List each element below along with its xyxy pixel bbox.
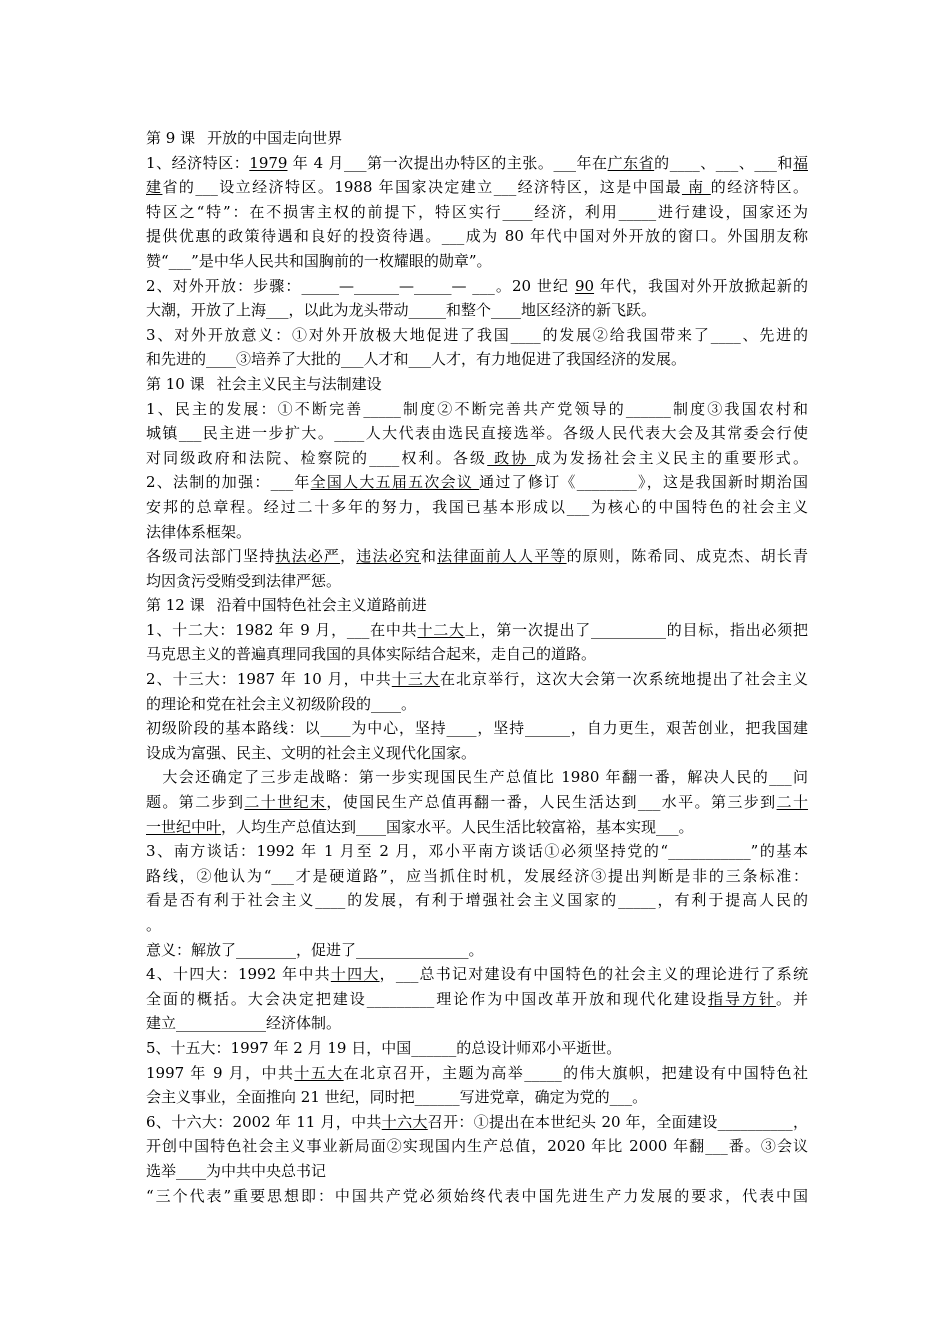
text-segment: 均因贪污受贿受到法律严惩。	[146, 571, 342, 590]
text-segment: 番。③会议	[727, 1137, 808, 1156]
text-segment: 大会还确定了三步走战略：第一步实现国民生产总值比 1980 年翻一番，解决人民的	[146, 768, 770, 787]
text-segment: ___	[715, 153, 739, 172]
text-segment: 成为 80 年代中国对外开放的窗口。外国朋友称	[464, 227, 808, 246]
text-segment: 3、对外开放意义：①对外开放极大地促进了我国	[146, 325, 511, 344]
text-segment: 1997 年 9 月，中共	[146, 1063, 295, 1082]
text-segment: 沿着中国特色社会主义道路前进	[216, 596, 427, 615]
underlined-term: 违法必究	[356, 547, 421, 566]
underlined-term: 一世纪中叶	[146, 817, 222, 836]
text-segment: 。	[468, 940, 484, 959]
text-segment: 。	[632, 1088, 648, 1107]
text-line	[146, 962, 808, 987]
text-segment: 在北京举行，这次大会第一次系统地提出了社会主义	[439, 670, 808, 689]
underlined-term: 指导方针	[708, 989, 776, 1008]
text-segment: 和先进的	[146, 350, 207, 369]
text-segment: __________	[591, 620, 666, 639]
text-segment: _____	[524, 1063, 562, 1082]
text-segment: 年代，我国对外开放掀起新的	[594, 276, 808, 295]
text-line	[146, 1085, 808, 1110]
text-segment: 开创中国特色社会主义事业新局面②实现国内生产总值，2020 年比 2000 年翻	[146, 1137, 706, 1156]
text-segment: —	[338, 276, 354, 295]
text-segment: 。20 世纪	[494, 276, 575, 295]
text-line	[146, 249, 808, 274]
text-line	[146, 593, 808, 618]
text-segment: —	[398, 276, 414, 295]
text-segment: _____	[408, 301, 447, 320]
text-segment: ___	[344, 153, 367, 172]
text-segment: ___	[637, 793, 661, 812]
text-line	[146, 716, 808, 741]
text-line	[146, 347, 808, 372]
text-segment: 第 12 课	[146, 596, 205, 615]
text-segment: ，	[379, 965, 396, 984]
text-segment: ___	[266, 301, 289, 320]
text-segment: ___	[493, 178, 517, 197]
text-segment: ____	[206, 350, 237, 369]
text-segment: 各级司法部门坚持	[146, 547, 276, 566]
text-segment: ”是中华人民共和国胸前的一枚耀眼的勋章”。	[191, 251, 492, 270]
text-segment: 。并	[775, 989, 808, 1008]
text-segment: 特区之“特”：在不损害主权的前提下，特区实行	[146, 202, 503, 221]
text-segment: 路线，②他认为“	[146, 866, 272, 885]
text-segment: 。	[401, 694, 417, 713]
text-segment: 民主进一步扩大。	[201, 424, 335, 443]
text-line	[146, 1184, 808, 1209]
text-segment: 。	[146, 916, 162, 934]
text-segment: 看是否有利于社会主义	[146, 891, 316, 910]
text-segment: 的伟大旗帜，把建设有中国特色社	[561, 1063, 808, 1082]
text-segment: 为中心，坚持	[350, 719, 447, 738]
text-segment: 的目标，指出必须把	[666, 620, 808, 639]
text-segment: “三个代表”重要思想即：中国共产党必须始终代表中国先进生产力发展的要求，代表中国	[146, 1186, 808, 1205]
text-segment: 人大代表由选民直接选举。各级人民代表大会及其常委会行使	[364, 424, 808, 443]
underlined-term: 90	[574, 276, 595, 295]
text-line	[146, 1061, 808, 1086]
text-segment: 。	[678, 817, 694, 836]
text-segment: ______	[625, 399, 671, 418]
text-segment: ____	[446, 719, 477, 738]
text-segment: 6、十六大：2002 年 11 月，中共	[146, 1112, 382, 1131]
text-line	[146, 790, 808, 815]
text-segment: 选举	[146, 1161, 177, 1180]
text-segment: 才是硬道路”，应当抓住时机，发展经济③提出判断是非的三条标准：	[293, 866, 808, 885]
text-segment: ___	[178, 424, 202, 443]
text-segment: 、	[699, 153, 716, 172]
text-segment: 对同级政府和法院、检察院的	[146, 448, 370, 467]
text-segment: 在中共	[369, 620, 418, 639]
text-segment: ___	[566, 497, 590, 516]
text-segment: ____	[334, 424, 365, 443]
text-segment: _____	[301, 276, 339, 295]
text-segment: ____	[176, 1161, 207, 1180]
text-segment: ___	[346, 620, 370, 639]
text-segment: 5、十五大：1997 年 2 月 19 日，中国	[146, 1038, 412, 1057]
text-segment: ___	[168, 251, 192, 270]
underlined-term: 全国人大五届五次会议	[310, 473, 480, 492]
text-segment: 和整个	[446, 301, 492, 320]
text-segment: ，以此为龙头带动	[288, 301, 409, 320]
text-segment: 1、民主的发展：①不断完善	[146, 399, 364, 418]
text-segment: 成为发扬社会主义民主的重要形式。	[535, 448, 808, 467]
underlined-term: 南	[681, 178, 711, 197]
text-segment: ____	[320, 719, 351, 738]
underlined-term: 十四大	[330, 965, 380, 984]
text-segment: 总书记对建设有中国特色的社会主义的理论进行了系统	[418, 965, 808, 984]
text-segment: 的原则，陈希同、成克杰、胡长青	[566, 547, 808, 566]
text-segment: ③培养了大批的	[236, 350, 342, 369]
text-segment: ___	[195, 178, 218, 197]
text-line	[146, 1159, 808, 1184]
text-line	[146, 274, 808, 299]
text-segment: ___	[472, 276, 495, 295]
text-segment: ______	[411, 1038, 457, 1057]
text-segment: ____	[356, 817, 387, 836]
underlined-term: 福	[792, 153, 808, 172]
text-segment: 年 4 月	[287, 153, 344, 172]
text-segment: 和	[776, 153, 793, 172]
text-segment: ___	[408, 350, 432, 369]
text-segment: 第一次提出办特区的主张。	[366, 153, 554, 172]
text-segment: 理论作为中国改革开放和现代化建设	[434, 989, 709, 1008]
text-line	[146, 298, 808, 323]
text-line	[146, 741, 808, 766]
text-segment: _________	[366, 989, 435, 1008]
text-segment: ___	[609, 1088, 633, 1107]
text-segment: 2、十三大：1987 年 10 月，中共	[146, 670, 392, 689]
text-segment: 会主义事业，全面推向 21 世纪，同时把	[146, 1088, 415, 1107]
text-segment: 1、经济特区：	[146, 153, 250, 172]
text-segment: ___	[441, 227, 465, 246]
underlined-term: 十二大	[417, 620, 465, 639]
text-segment: 为核心的中国特色的社会主义	[589, 497, 808, 516]
text-line	[146, 1011, 808, 1036]
text-segment: 设成为富强、民主、文明的社会主义现代化国家。	[146, 743, 477, 762]
text-line	[146, 642, 808, 667]
text-line	[146, 495, 808, 520]
text-segment: 》，这是我国新时期治国	[636, 473, 808, 492]
text-line	[146, 421, 808, 446]
text-segment: ____	[502, 202, 533, 221]
text-segment: ，	[792, 1112, 808, 1131]
text-segment: ，	[340, 547, 357, 566]
text-segment: ____	[371, 694, 402, 713]
text-line	[146, 839, 808, 864]
text-segment: 上，第一次提出了	[464, 620, 591, 639]
text-segment: ___	[271, 866, 294, 885]
text-segment: ___	[341, 350, 364, 369]
text-segment: ____________	[176, 1014, 267, 1033]
text-segment: ________	[236, 940, 297, 959]
underlined-term: 十五大	[294, 1063, 344, 1082]
text-segment: ”的基本	[750, 842, 808, 861]
text-segment: 在北京召开，主题为高举	[343, 1063, 525, 1082]
text-segment: ______	[353, 276, 399, 295]
text-segment: 问	[791, 768, 808, 787]
text-segment: 题。第二步到	[146, 793, 245, 812]
text-segment: 水平。第三步到	[660, 793, 777, 812]
underlined-term: 法律面前人人平等	[437, 547, 567, 566]
text-line	[146, 323, 808, 348]
text-line	[146, 913, 808, 938]
underlined-term: 执法必严	[275, 547, 341, 566]
text-segment: 建立	[146, 1014, 177, 1033]
text-segment: 人才和	[363, 350, 409, 369]
text-segment: ____	[491, 301, 522, 320]
text-line	[146, 446, 808, 471]
text-segment: ______	[525, 719, 570, 738]
text-segment: 4、十四大：1992 年中共	[146, 965, 331, 984]
text-line	[146, 667, 808, 692]
text-segment: ，坚持	[476, 719, 525, 738]
text-segment: ___	[705, 1137, 728, 1156]
text-segment: 省的	[162, 178, 196, 197]
text-line	[146, 470, 808, 495]
text-segment: 、	[738, 153, 755, 172]
text-segment: 2、法制的加强：	[146, 473, 271, 492]
text-segment: 国家水平。人民生活比较富裕，基本实现	[386, 817, 657, 836]
text-line	[146, 815, 808, 840]
text-segment: 法律体系框架。	[146, 522, 252, 541]
text-segment: ___	[270, 473, 294, 492]
text-segment: ___	[395, 965, 419, 984]
text-segment: 、先进的	[740, 325, 808, 344]
text-segment: 人才，有力地促进了我国经济的发展。	[431, 350, 687, 369]
document-page	[146, 126, 808, 1208]
text-segment: 第 9 课	[146, 129, 196, 147]
text-segment: 经济，利用	[532, 202, 619, 221]
text-line	[146, 938, 808, 963]
text-segment: 经济体制。	[266, 1014, 342, 1033]
text-segment: _____	[618, 891, 656, 910]
text-segment: 年	[293, 473, 311, 492]
text-segment: 制度③我国农村和	[670, 399, 808, 418]
text-segment: 为中共中央总书记	[206, 1161, 327, 1180]
text-segment: ，自力更生，艰苦创业，把我国建	[570, 719, 808, 738]
text-line	[146, 175, 808, 200]
text-segment: 1、十二大：1982 年 9 月，	[146, 620, 347, 639]
text-segment: 地区经济的新飞跃。	[521, 301, 657, 320]
text-segment: ，有利于提高人民的	[655, 891, 808, 910]
text-segment: ____	[669, 153, 700, 172]
text-line	[146, 864, 808, 889]
text-segment: ________	[576, 473, 637, 492]
text-segment: 马克思主义的普遍真理同我国的具体实际结合起来，走自己的道路。	[146, 645, 597, 664]
text-segment: 权利。各级	[399, 448, 488, 467]
text-segment: 通过了修订《	[479, 473, 577, 492]
text-segment: _______________	[356, 940, 469, 959]
text-line	[146, 987, 808, 1012]
text-segment: 城镇	[146, 424, 179, 443]
text-segment: ____	[315, 891, 346, 910]
underlined-term: 政协	[487, 448, 536, 467]
text-line	[146, 200, 808, 225]
text-segment: 2、对外开放：步骤：	[146, 276, 302, 295]
text-segment: 社会主义民主与法制建设	[216, 374, 382, 393]
text-segment: 初级阶段的基本路线：以	[146, 719, 321, 738]
underlined-term: 广东省	[607, 153, 655, 172]
text-line	[146, 372, 808, 397]
text-line	[146, 544, 808, 569]
text-segment: 大潮，开放了上海	[146, 301, 267, 320]
text-segment: ____	[369, 448, 400, 467]
text-segment: 经济特区，这是中国最	[516, 178, 682, 197]
text-line	[146, 1110, 808, 1135]
text-segment: 的发展，有利于增强社会主义国家的	[345, 891, 619, 910]
underlined-term: 1979	[249, 153, 288, 172]
text-line	[146, 397, 808, 422]
underlined-term: 十三大	[391, 670, 440, 689]
text-segment: 安邦的总章程。经过二十多年的努力，我国已基本形成以	[146, 497, 567, 516]
text-segment: 和	[420, 547, 438, 566]
text-line	[146, 520, 808, 545]
text-segment: _____	[618, 202, 657, 221]
text-segment: 全面的概括。大会决定把建设	[146, 989, 367, 1008]
text-segment: ____	[710, 325, 741, 344]
text-segment: 的经济特区。	[710, 178, 808, 197]
text-segment: _____	[413, 276, 452, 295]
text-segment: ___	[769, 768, 792, 787]
text-segment: —	[451, 276, 473, 295]
underlined-term: 二十世纪末	[244, 793, 327, 812]
text-line	[146, 888, 808, 913]
text-segment: 赞“	[146, 251, 169, 270]
underlined-term: 十六大	[381, 1112, 428, 1131]
text-segment: 提供优惠的政策待遇和良好的投资待遇。	[146, 227, 442, 246]
text-segment: ，促进了	[296, 940, 357, 959]
text-segment: _____	[363, 399, 401, 418]
text-segment: __________	[717, 1112, 793, 1131]
text-segment: 开放的中国走向世界	[207, 129, 343, 147]
text-line	[146, 1134, 808, 1159]
text-segment: 制度②不断完善共产党领导的	[400, 399, 626, 418]
text-segment: 写进党章，确定为党的	[459, 1088, 610, 1107]
text-line	[146, 1036, 808, 1061]
text-segment: 意义：解放了	[146, 940, 237, 959]
text-segment: ____	[510, 325, 541, 344]
text-line	[146, 765, 808, 790]
text-line	[146, 569, 808, 594]
text-line	[146, 224, 808, 249]
text-segment: ___	[656, 817, 679, 836]
text-segment: ，使国民生产总值再翻一番，人民生活达到	[326, 793, 638, 812]
text-segment: 第 10 课	[146, 374, 205, 393]
text-segment: 的理论和党在社会主义初级阶段的	[146, 694, 372, 713]
text-segment: 的	[654, 153, 670, 172]
underlined-term: 建	[146, 178, 163, 197]
text-segment: 的发展②给我国带来了	[540, 325, 711, 344]
underlined-term: 二十	[776, 793, 808, 812]
text-line	[146, 692, 808, 717]
text-line	[146, 126, 808, 151]
text-segment: 设立经济特区。1988 年国家决定建立	[217, 178, 494, 197]
text-segment: ___	[553, 153, 576, 172]
text-segment: ，人均生产总值达到	[221, 817, 357, 836]
text-segment: 3、南方谈话：1992 年 1 月至 2 月，邓小平南方谈话①必须坚持党的“	[146, 842, 669, 861]
text-line	[146, 151, 808, 176]
text-segment: 进行建设，国家还为	[656, 202, 808, 221]
text-line	[146, 618, 808, 643]
text-segment: ___	[754, 153, 777, 172]
text-segment: 召开：①提出在本世纪头 20 年，全面建设	[427, 1112, 718, 1131]
text-segment: ___________	[668, 842, 751, 861]
text-segment: 的总设计师邓小平逝世。	[456, 1038, 622, 1057]
text-segment: ______	[414, 1088, 460, 1107]
text-segment: 年在	[575, 153, 608, 172]
